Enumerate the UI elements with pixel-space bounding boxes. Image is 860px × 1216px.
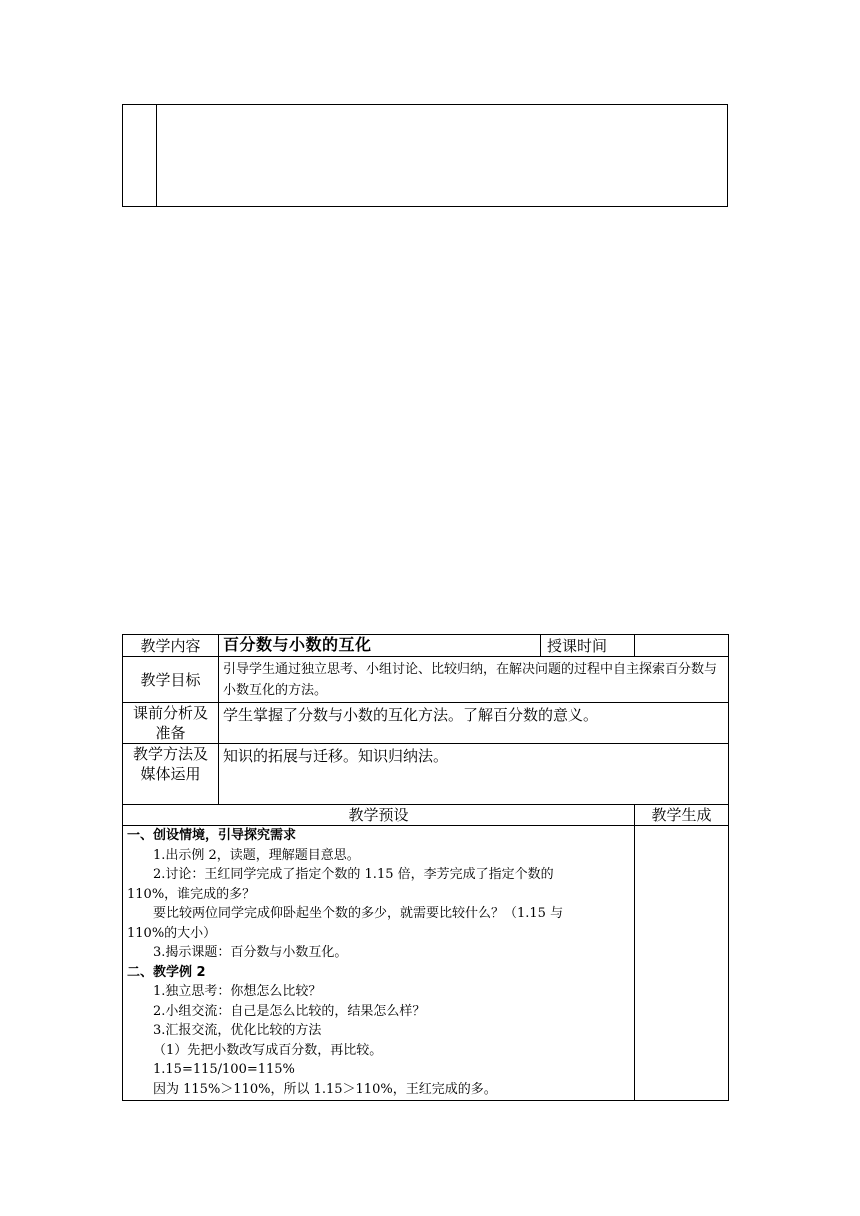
method-text: 知识的拓展与迁移。知识归纳法。 [219, 744, 729, 805]
top-table-divider [156, 105, 157, 206]
plan-line: 2.讨论：王红同学完成了指定个数的 1.15 倍，李芳完成了指定个数的 [153, 867, 554, 882]
generation-header: 教学生成 [635, 805, 729, 826]
row-goal [123, 657, 729, 703]
plan-line: （1）先把小数改写成百分数，再比较。 [153, 1042, 383, 1058]
goal-text: 引导学生通过独立思考、小组讨论、比较归纳，在解决问题的过程中自主探索百分数与小数互化的方法。 [219, 657, 729, 703]
row-content [123, 635, 729, 657]
plan-line: 3.汇报交流，优化比较的方法 [153, 1023, 322, 1038]
plan-line: 要比较两位同学完成仰卧起坐个数的多少，就需要比较什么？（1.15 与 [153, 906, 564, 921]
plan-line: 因为 115%＞110%，所以 1.15＞110%，王红完成的多。 [153, 1081, 497, 1097]
lesson-plan-table [122, 634, 729, 1101]
plan-line: 1.出示例 2，读题，理解题目意思。 [153, 847, 360, 863]
plan-line: 二、教学例 2 [127, 964, 206, 980]
row-plan-header [123, 805, 729, 826]
prep-label: 课前分析及准备 [123, 703, 219, 744]
row-method [123, 744, 729, 805]
prep-text: 学生掌握了分数与小数的互化方法。了解百分数的意义。 [219, 703, 729, 744]
plan-line: 1.15=115/100=115% [153, 1062, 295, 1077]
method-label: 教学方法及媒体运用 [123, 744, 219, 805]
goal-label: 教学目标 [123, 657, 219, 703]
plan-header: 教学预设 [123, 805, 635, 826]
plan-line: 2.小组交流：自己是怎么比较的，结果怎么样？ [153, 1003, 426, 1019]
plan-line: 一、创设情境，引导探究需求 [127, 828, 297, 843]
content-title: 百分数与小数的互化 [219, 635, 541, 657]
time-value [635, 635, 729, 657]
plan-line: 3.揭示课题：百分数与小数互化。 [153, 945, 348, 960]
plan-line: 110%，谁完成的多？ [127, 886, 256, 902]
time-label: 授课时间 [541, 635, 635, 657]
top-empty-table [122, 104, 728, 207]
row-prep [123, 703, 729, 744]
row-plan-body [123, 826, 729, 1101]
plan-line: 110%的大小） [127, 925, 217, 941]
plan-body [123, 826, 635, 1101]
generation-body [635, 826, 729, 1101]
content-label: 教学内容 [123, 635, 219, 657]
plan-line: 1.独立思考：你想怎么比较？ [153, 984, 322, 999]
